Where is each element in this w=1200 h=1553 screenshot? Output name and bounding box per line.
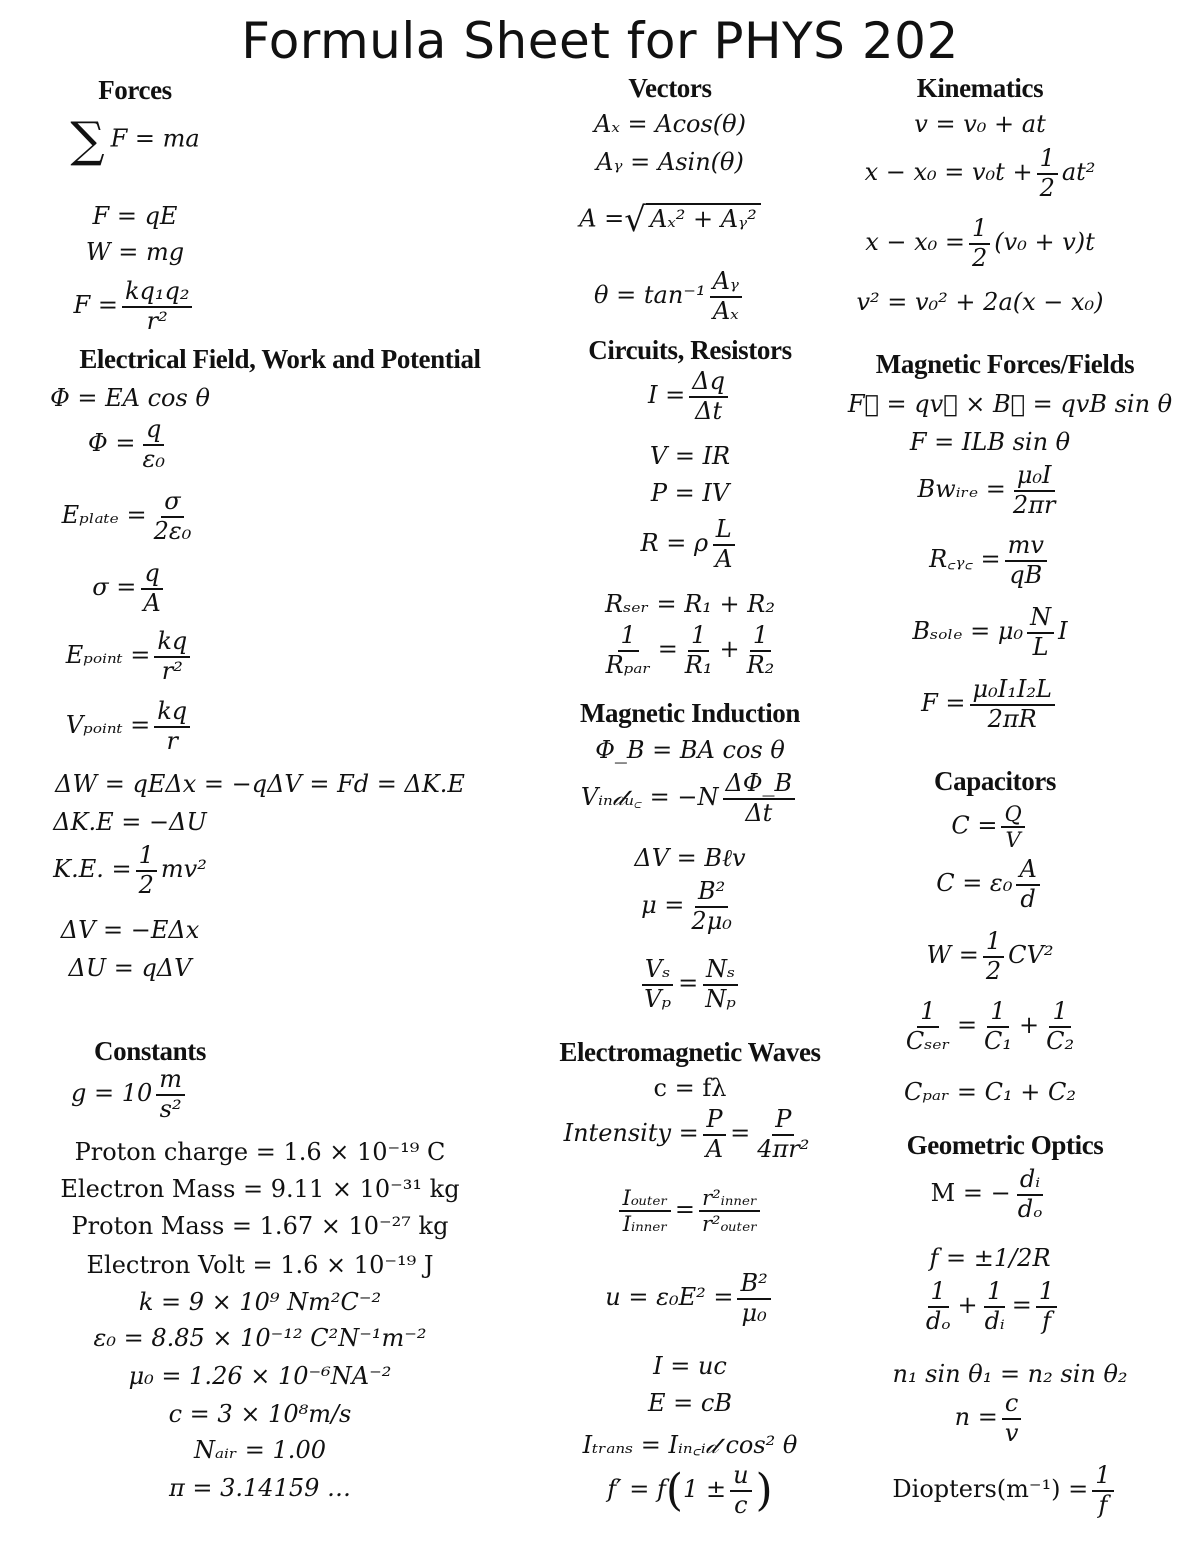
vectors-heading: Vectors (628, 73, 712, 103)
circuits-heading: Circuits, Resistors (588, 335, 792, 365)
capacitor-energy: W = $\frac{1}{2}$ CV² (926, 927, 1054, 985)
cyclotron-radius: R꜀ᵧ꜀ = $\frac{mv}{qB}$ (815, 532, 1165, 589)
series-capacitance: $\frac{1}{\text{Cₛₑᵣ}}$ = $\frac{1}{\text{C₁}}$ + $\frac{1}{\text{C₂}}$ (905, 997, 1075, 1055)
electron-mass: Electron Mass = 9.11 × 10⁻³¹ kg (60, 1175, 460, 1203)
parallel-resistance: $\frac{1}{\text{Rₚₐᵣ}}$ = $\frac{1}{\text{R₁}}$ + $\frac{1}{\text{R₂}}$ (605, 621, 775, 679)
magnetic-flux: Φ_B = BA cos θ (595, 736, 785, 764)
lorentz-force: F⃗ = qv⃗ × B⃗ = qvB sin θ (847, 390, 1173, 418)
magnetic-energy-density: μ = $\frac{\text{B²}}{\text{2μ₀}}$ (641, 877, 732, 935)
em-energy-density: u = ε₀E² = $\frac{\text{B²}}{\text{μ₀}}$ (520, 1270, 860, 1327)
electron-volt: Electron Volt = 1.6 × 10⁻¹⁹ J (86, 1251, 434, 1279)
snells-law: n₁ sin θ₁ = n₂ sin θ₂ (892, 1360, 1128, 1388)
permittivity-constant: ε₀ = 8.85 × 10⁻¹² C²N⁻¹m⁻² (93, 1324, 427, 1352)
power-formula: P = IV (650, 479, 730, 507)
current-formula: I = $\frac{\Delta q}{\Delta t}$ (540, 368, 840, 425)
point-potential: Vₚₒᵢₙₜ = $\frac{kq}{r}$ (0, 698, 260, 755)
coulomb-law: F = $\frac{\text{kq₁q₂}}{\text{r²}}$ (10, 278, 260, 335)
malus-law: Iₜᵣₐₙₛ = Iᵢₙ꜀ᵢ𝒹 cos² θ (582, 1431, 798, 1459)
plate-field: Eₚₗₐₜₑ = $\frac{\sigma}{\text{2ε₀}}$ (61, 487, 192, 545)
electric-force: F = qE (92, 202, 178, 230)
ohms-law: V = IR (649, 442, 731, 470)
weight-formula: W = mg (85, 238, 185, 266)
intensity-energy: I = uc (653, 1352, 727, 1380)
wire-field: Bwᵢᵣₑ = $\frac{\text{μ₀I}}{2\pi r}$ (917, 461, 1056, 519)
sigma-symbol: ∑ (70, 112, 105, 168)
velocity-formula: v = v₀ + at (914, 110, 1046, 138)
gauss-law: Φ = $\frac{q}{\text{ε₀}}$ (88, 415, 165, 473)
constants-heading: Constants (94, 1036, 206, 1066)
wave-speed: c = fλ (653, 1074, 727, 1102)
kinetic-change: ΔK.E = −ΔU (53, 808, 207, 836)
optics-heading: Geometric Optics (906, 1130, 1104, 1160)
refractive-index: n = $\frac{c}{v}$ (815, 1390, 1165, 1447)
proton-mass: Proton Mass = 1.67 × 10⁻²⁷ kg (71, 1212, 449, 1240)
thin-lens-equation: $\frac{1}{\text{dₒ}}$ + $\frac{1}{\text{dᵢ}}$ = $\frac{1}{f}$ (815, 1278, 1165, 1335)
intensity-ratio: $\frac{\text{Iₒᵤₜₑᵣ}}{\text{Iᵢₙₙₑᵣ}}$ = $\frac{\text{r²ᵢₙₙₑᵣ}}{\text{r²ₒᵤₜₑᵣ}}$ (520, 1186, 860, 1236)
point-field: Eₚₒᵢₙₜ = $\frac{kq}{\text{r²}}$ (0, 628, 260, 685)
parallel-wires-force: F = $\frac{\text{μ₀I₁I₂L}}{2\pi R}$ (815, 676, 1165, 733)
mirror-focal-length: f = ±1/2R (929, 1244, 1051, 1272)
potential-field: ΔV = −EΔx (60, 916, 200, 944)
vector-magnitude: A =√ Aₓ² + Aᵧ² (500, 200, 840, 240)
gravity-constant: g = 10 $\frac{m}{\text{s²}}$ (0, 1066, 260, 1123)
kinematics-heading: Kinematics (916, 73, 1044, 103)
charge-density: σ = $\frac{q}{A}$ (0, 560, 260, 617)
newton-second-law: ∑ F = ma (70, 112, 200, 168)
page-title: Formula Sheet for PHYS 202 (241, 12, 959, 70)
refractive-index-air: Nₐᵢᵣ = 1.00 (194, 1436, 326, 1464)
wire-force: F = ILB sin θ (909, 428, 1071, 456)
induction-heading: Magnetic Induction (579, 698, 801, 728)
em-waves-heading: Electromagnetic Waves (559, 1037, 821, 1067)
speed-of-light: c = 3 × 10⁸m/s (168, 1400, 352, 1428)
capacitors-heading: Capacitors (934, 766, 1056, 796)
kinetic-energy: K.E. = $\frac{1}{2}$ mv² (53, 841, 207, 899)
magnification: M = − $\frac{\text{dᵢ}}{\text{dₒ}}$ (930, 1165, 1043, 1223)
pi-constant: π = 3.14159 … (168, 1474, 351, 1502)
electric-flux: Φ = EA cos θ (50, 384, 210, 412)
solenoid-field: Bₛₒₗₑ = μ₀ $\frac{N}{L}$ I (912, 603, 1068, 661)
parallel-capacitance: Cₚₐᵣ = C₁ + C₂ (903, 1078, 1076, 1106)
doppler-formula: f′ = f(1 ± $\frac{u}{c}$ ) (607, 1461, 773, 1519)
faraday-law: Vᵢₙ𝒹ᵤ꜀ = −N $\frac{\Delta\Phi\_B}{\Delta t}$ (520, 770, 860, 827)
coulomb-constant: k = 9 × 10⁹ Nm²C⁻² (138, 1288, 382, 1316)
proton-charge: Proton charge = 1.6 × 10⁻¹⁹ C (74, 1138, 446, 1166)
capacitance-definition: C = $\frac{Q}{V}$ (815, 802, 1165, 852)
vector-angle: θ = tan⁻¹ $\frac{\text{Aᵧ}}{\text{Aₓ}}$ (500, 268, 840, 325)
field-relation: E = cB (648, 1389, 732, 1417)
plate-capacitance: C = ε₀ $\frac{A}{d}$ (815, 856, 1165, 913)
potential-energy: ΔU = qΔV (68, 954, 192, 982)
resistivity-formula: R = ρ $\frac{L}{A}$ (540, 516, 840, 573)
vector-y-component: Aᵧ = Asin(θ) (596, 148, 744, 176)
sqrt-symbol: √ (624, 200, 646, 240)
velocity-squared-formula: v² = v₀² + 2a(x − x₀) (856, 288, 1104, 316)
magnetic-heading: Magnetic Forces/Fields (875, 349, 1135, 379)
permeability-constant: μ₀ = 1.26 × 10⁻⁶NA⁻² (128, 1362, 392, 1390)
forces-heading: Forces (98, 75, 172, 105)
series-resistance: Rₛₑᵣ = R₁ + R₂ (605, 590, 775, 618)
motional-emf: ΔV = Bℓv (634, 844, 746, 872)
work-energy-chain: ΔW = qEΔx = −qΔV = Fd = ΔK.E (55, 770, 465, 798)
electric-heading: Electrical Field, Work and Potential (79, 344, 481, 374)
intensity-formula: Intensity = $\frac{P}{A}$ = $\frac{P}{\text{4πr²}}$ (563, 1105, 810, 1163)
position-formula: x − x₀ = v₀t + $\frac{1}{2}$ at² (864, 144, 1096, 202)
transformer-ratio: $\frac{\text{Vₛ}}{\text{Vₚ}}$ = $\frac{\text{Nₛ}}{\text{Nₚ}}$ (520, 956, 860, 1013)
vector-x-component: Aₓ = Acos(θ) (594, 110, 746, 138)
diopters: Diopters(m⁻¹) = $\frac{1}{f}$ (815, 1462, 1195, 1519)
average-velocity-position: x − x₀ = $\frac{1}{2}$ (v₀ + v)t (865, 214, 1095, 272)
